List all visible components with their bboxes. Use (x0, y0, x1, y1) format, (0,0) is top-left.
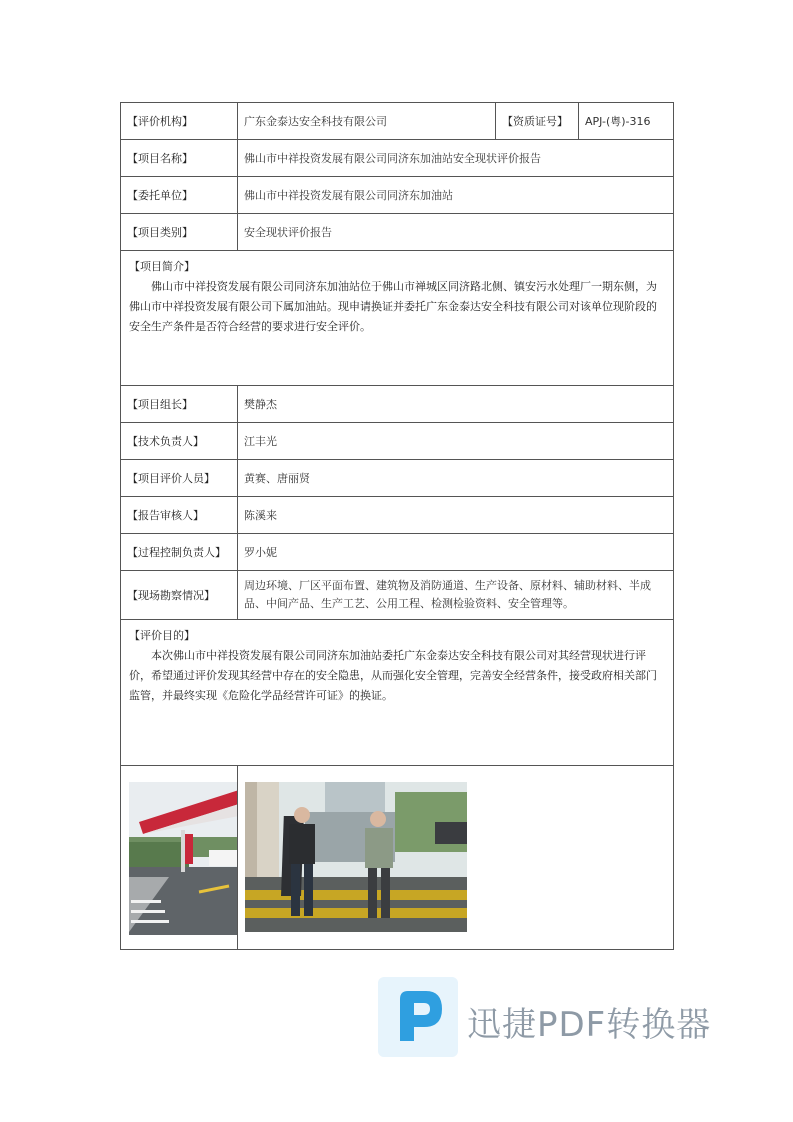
leader-value: 樊静杰 (238, 386, 674, 423)
type-label: 【项目类别】 (121, 214, 238, 251)
client-value: 佛山市中祥投资发展有限公司同济东加油站 (238, 177, 674, 214)
cert-value: APJ-(粤)-316 (579, 103, 674, 140)
row-tech (121, 423, 674, 460)
evaluators-value: 黄赛、唐丽贤 (238, 460, 674, 497)
org-value: 广东金泰达安全科技有限公司 (238, 103, 496, 140)
leader-label: 【项目组长】 (121, 386, 238, 423)
project-name-value: 佛山市中祥投资发展有限公司同济东加油站安全现状评价报告 (238, 140, 674, 177)
staff-photo (245, 782, 467, 932)
row-project-name (121, 140, 674, 177)
photo-cell-right (238, 766, 674, 950)
client-label: 【委托单位】 (121, 177, 238, 214)
intro-text: 佛山市中祥投资发展有限公司同济东加油站位于佛山市禅城区同济路北侧、镇安污水处理厂一期东侧，为佛山市中祥投资发展有限公司下属加油站。现申请换证并委托广东金泰达安全科技有限公司对该单位现阶段的安全生产条件是否符合经营的要求进行安全评价。 (129, 280, 657, 333)
row-client (121, 177, 674, 214)
process-label: 【过程控制负责人】 (121, 534, 238, 571)
reviewer-label: 【报告审核人】 (121, 497, 238, 534)
type-value: 安全现状评价报告 (238, 214, 674, 251)
purpose-cell (121, 620, 674, 766)
gas-station-photo (129, 782, 238, 935)
row-intro (121, 251, 674, 386)
photo-right-wrap (238, 766, 673, 949)
row-purpose (121, 620, 674, 766)
photo-cell-left (121, 766, 238, 950)
row-organization (121, 103, 674, 140)
row-reviewer (121, 497, 674, 534)
survey-value: 周边环境、厂区平面布置、建筑物及消防通道、生产设备、原材料、辅助材料、半成品、中间产品、生产工艺、公用工程、检测检验资料、安全管理等。 (238, 571, 674, 620)
purpose-title: 【评价目的】 (129, 629, 195, 642)
row-survey (121, 571, 674, 620)
evaluators-label: 【项目评价人员】 (121, 460, 238, 497)
row-type (121, 214, 674, 251)
intro-title: 【项目简介】 (129, 260, 195, 273)
row-leader (121, 386, 674, 423)
row-photos (121, 766, 674, 950)
pdf-logo-icon (378, 977, 458, 1057)
intro-cell (121, 251, 674, 386)
watermark-logo (378, 977, 458, 1057)
row-evaluators (121, 460, 674, 497)
reviewer-value: 陈溪来 (238, 497, 674, 534)
row-process (121, 534, 674, 571)
project-name-label: 【项目名称】 (121, 140, 238, 177)
process-value: 罗小妮 (238, 534, 674, 571)
tech-label: 【技术负责人】 (121, 423, 238, 460)
info-table (120, 102, 674, 950)
watermark-text: 迅捷PDF转换器 (467, 1005, 712, 1045)
tech-value: 江丰光 (238, 423, 674, 460)
report-sheet (120, 102, 673, 950)
survey-label: 【现场勘察情况】 (121, 571, 238, 620)
purpose-text: 本次佛山市中祥投资发展有限公司同济东加油站委托广东金泰达安全科技有限公司对其经营现状进行评价，希望通过评价发现其经营中存在的安全隐患，从而强化安全管理，完善安全经营条件，接受政府相关部门监管，并最终实现《危险化学品经营许可证》的换证。 (129, 649, 657, 702)
cert-label: 【资质证号】 (496, 103, 579, 140)
org-label: 【评价机构】 (121, 103, 238, 140)
